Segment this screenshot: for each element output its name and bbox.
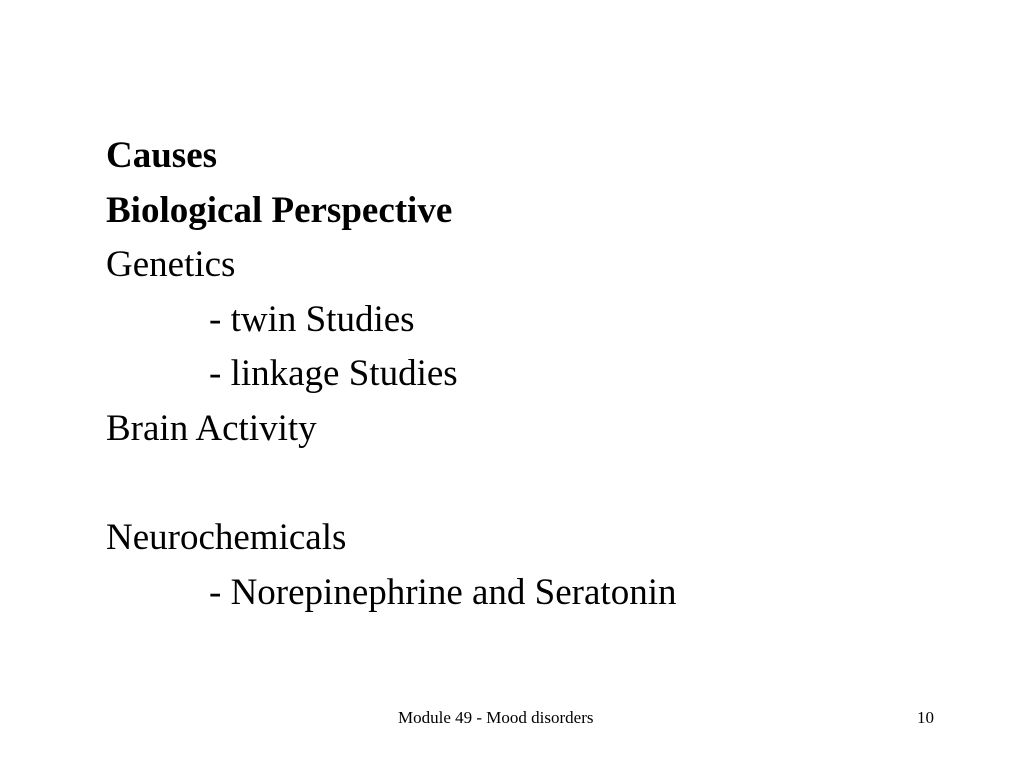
slide-subtitle: Biological Perspective: [106, 189, 453, 231]
footer-title: Module 49 - Mood disorders: [398, 708, 594, 727]
sub-bullet-twin-studies: - twin Studies: [209, 298, 415, 340]
bullet-neurochemicals: Neurochemicals: [106, 517, 347, 559]
sub-bullet-norepinephrine: - Norepinephrine and Seratonin: [209, 571, 677, 613]
slide-title: Causes: [106, 135, 218, 176]
slide-body: [106, 129, 966, 620]
sub-bullet-linkage-studies: - linkage Studies: [209, 353, 458, 395]
bullet-genetics: Genetics: [106, 244, 236, 286]
blank-line: [106, 457, 966, 512]
page-number: 10: [917, 708, 934, 727]
bullet-brain-activity: Brain Activity: [106, 407, 317, 449]
